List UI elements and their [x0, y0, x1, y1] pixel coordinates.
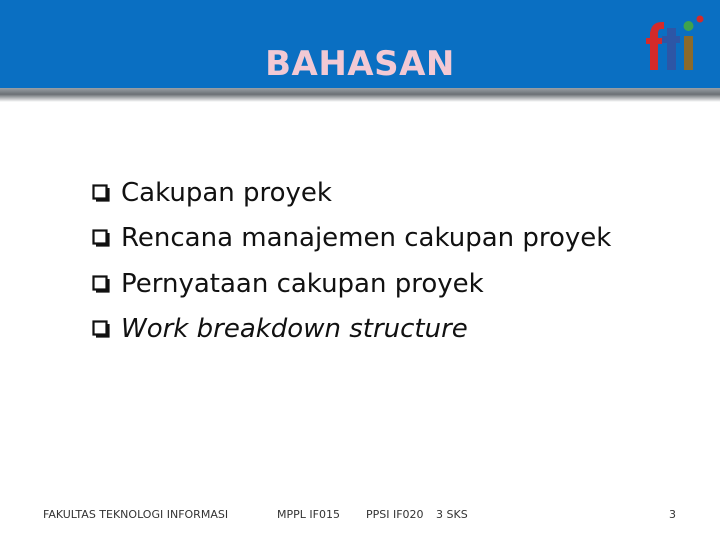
hollow-square-bullet-icon — [92, 320, 110, 338]
header-shadow-bar — [0, 88, 720, 102]
logo-dot — [684, 21, 694, 31]
hollow-square-bullet-icon — [92, 184, 110, 202]
bullet-item — [92, 216, 611, 262]
bullet-list — [92, 170, 611, 352]
slide-title: BAHASAN — [265, 44, 455, 84]
bullet-text: Pernyataan cakupan proyek — [121, 268, 484, 299]
hollow-square-bullet-icon — [92, 275, 110, 293]
bullet-item — [92, 307, 611, 353]
bullet-text: Cakupan proyek — [121, 177, 332, 208]
bullet-text: Work breakdown structure — [121, 314, 468, 345]
page-number: 3 — [669, 508, 676, 521]
logo-letter-i — [684, 36, 693, 70]
footer-course-mppl: MPPL IF015 — [277, 508, 340, 521]
footer-faculty: FAKULTAS TEKNOLOGI INFORMASI — [43, 508, 229, 521]
logo-letter-t — [667, 28, 676, 70]
bullet-item — [92, 170, 611, 216]
fti-logo — [640, 14, 704, 74]
hollow-square-bullet-icon — [92, 229, 110, 247]
bullet-text: Rencana manajemen cakupan proyek — [121, 223, 612, 254]
footer-course-ppsi: PPSI IF020 — [366, 508, 424, 521]
logo-letter-f — [650, 32, 658, 70]
bullet-item — [92, 261, 611, 307]
footer-credits: 3 SKS — [436, 508, 468, 521]
